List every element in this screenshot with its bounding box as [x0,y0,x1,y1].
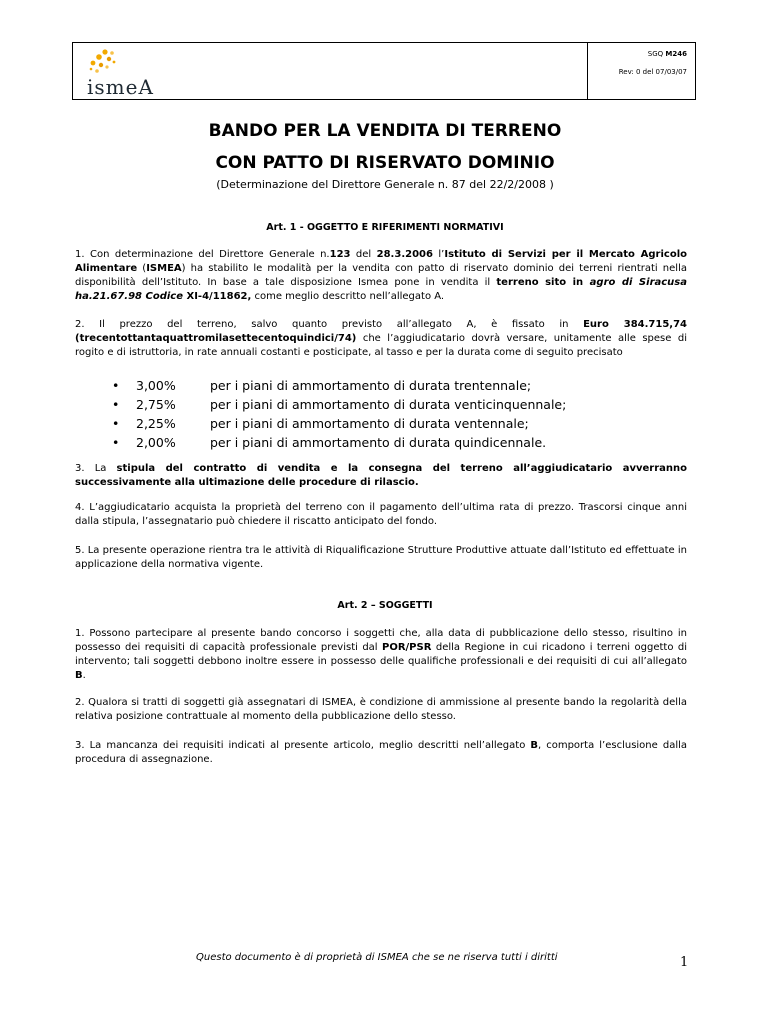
logo-sun-icon [79,45,139,79]
title-subtitle: (Determinazione del Direttore Generale n. 87 del 22/2/2008 ) [216,178,554,191]
footer-copyright: Questo documento è di proprietà di ISMEA che se ne riserva tutti i diritti [196,952,558,963]
document-header [72,42,696,100]
rate-list [112,376,566,452]
art1-paragraph-5: 5. La presente operazione rientra tra le attività di Riqualificazione Strutture Produttive attuate dall’Istituto ed effettuate in applicazione della normativa vigente. [75,545,687,570]
page-number: 1 [680,955,689,970]
art1-heading: Art. 1 - OGGETTO E RIFERIMENTI NORMATIVI [266,222,504,233]
art2-paragraph-3: 3. La mancanza dei requisiti indicati al presente articolo, meglio descritti nell’allegato B, comporta l’esclusione dalla procedura di assegnazione. [75,740,688,765]
list-item: • 2,25% per i piani di ammortamento di durata ventennale; [112,416,529,431]
header-divider [587,43,588,99]
art1-paragraph-4: 4. L’aggiudicatario acquista la proprietà del terreno con il pagamento dell’ultima rata di prezzo. Trascorsi cinque anni dalla stipula, l’assegnatario può chiedere il riscatto anticipato del fondo. [75,502,687,527]
document-code: SGQ M246 [647,50,687,58]
art2-heading: Art. 2 – SOGGETTI [337,600,433,611]
list-item: • 3,00% per i piani di ammortamento di durata trentennale; [112,378,532,393]
ismea-logo [79,45,189,99]
list-item: • 2,00% per i piani di ammortamento di durata quindicennale. [112,435,547,450]
title-line-1: BANDO PER LA VENDITA DI TERRENO [208,121,562,141]
art2-paragraph-2: 2. Qualora si tratti di soggetti già assegnatari di ISMEA, è condizione di ammissione al presente bando la regolarità della relativa posizione contrattuale al momento della pubblicazione dello stesso. [75,697,687,722]
list-item: • 2,75% per i piani di ammortamento di durata venticinquennale; [112,397,567,412]
logo-wordmark: ismeA [87,75,154,99]
revision-info: Rev: 0 del 07/03/07 [618,68,687,76]
title-line-2: CON PATTO DI RISERVATO DOMINIO [215,153,555,173]
art1-paragraph-3: 3. La stipula del contratto di vendita e la consegna del terreno all’aggiudicatario avverranno successivamente alla ultimazione delle procedure di rilascio. [75,463,687,488]
art1-paragraph-1: 1. Con determinazione del Direttore Generale n.123 del 28.3.2006 l’Istituto di Servizi per il Mercato Agricolo Alimentare (ISMEA) ha stabilito le modalità per la vendita con patto di riservato dominio dei terreni rientrati nella disponibilità dell’Istituto. In base a tale disposizione Ismea pone in vendita il terreno sito in agro di Siracusa ha.21.67.98 Codice XI-4/11862, come meglio descritto nell’allegato A. [75,249,687,302]
art2-paragraph-1: 1. Possono partecipare al presente bando concorso i soggetti che, alla data di pubblicazione dello stesso, risultino in possesso dei requisiti di capacità professionale previsti dal POR/PSR della Regione in cui ricadono i terreni oggetto di intervento; tali soggetti debbono inoltre essere in possesso delle qualifiche professionali e dei requisiti di cui all’allegato B. [75,628,687,681]
art1-paragraph-2: 2. Il prezzo del terreno, salvo quanto previsto all’allegato A, è fissato in Euro 384.715,74 (trecentottantaquattromilasettecentoquindici/74) che l’aggiudicatario dovrà versare, unitamente alle spese di rogito e di istruttoria, in rate annuali costanti e posticipate, al tasso e per la durata come di seguito precisato [75,319,687,358]
